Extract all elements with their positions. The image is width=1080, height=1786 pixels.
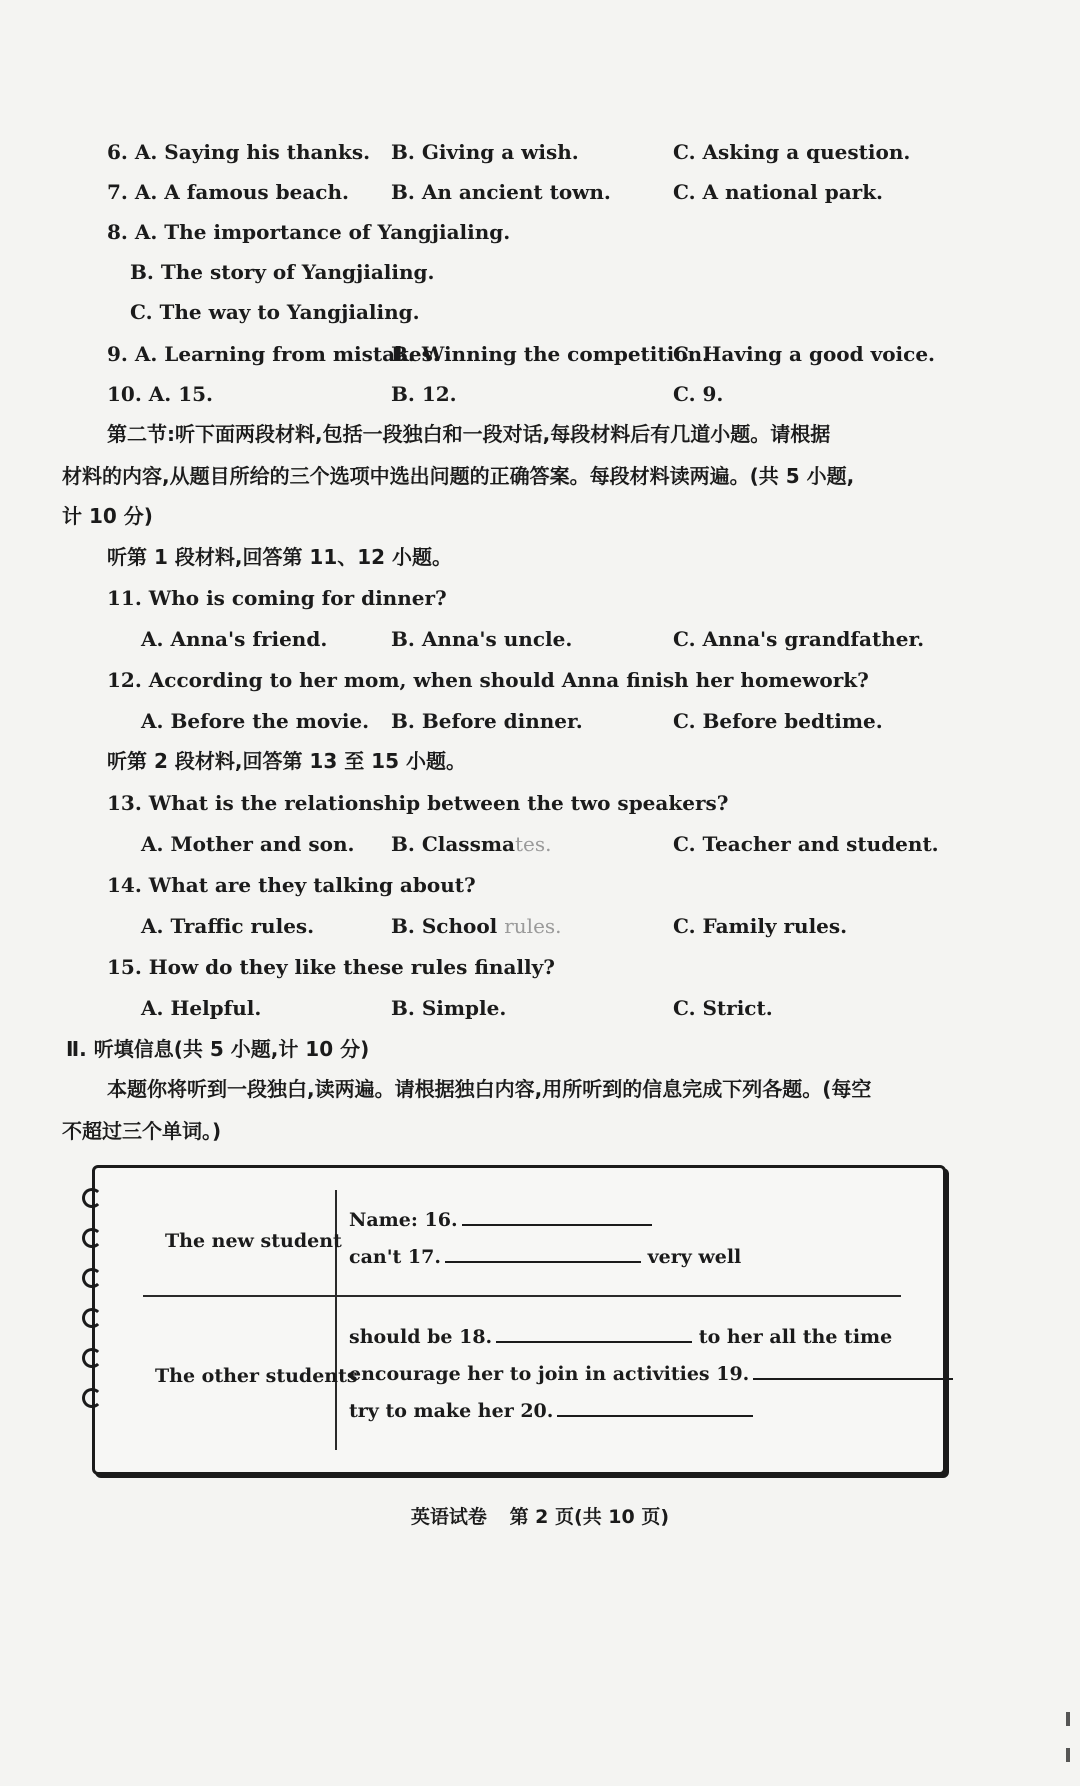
section-2-part-1-heading: 听第 1 段材料,回答第 11、12 小题。 bbox=[107, 545, 453, 569]
footer-page-number: 第 2 页(共 10 页) bbox=[509, 1506, 670, 1528]
blank-20[interactable] bbox=[557, 1397, 753, 1417]
question-12-option-a: A. Before the movie. bbox=[141, 709, 370, 733]
question-11-option-a: A. Anna's friend. bbox=[141, 627, 328, 651]
question-14-stem: 14. What are they talking about? bbox=[107, 873, 476, 897]
question-7-option-b: B. An ancient town. bbox=[391, 180, 611, 204]
question-14-option-b: B. School rules. bbox=[391, 914, 562, 938]
blank-16-line: Name: 16. bbox=[349, 1206, 652, 1231]
part-2-intro-line-2: 不超过三个单词。) bbox=[62, 1119, 222, 1143]
question-15-option-c: C. Strict. bbox=[673, 996, 773, 1020]
question-10-option-b: B. 12. bbox=[391, 382, 457, 406]
question-11-option-c: C. Anna's grandfather. bbox=[673, 627, 925, 651]
scan-edge-mark bbox=[1066, 1748, 1070, 1762]
table-divider-horizontal bbox=[143, 1295, 901, 1297]
question-8-option-b: B. The story of Yangjialing. bbox=[130, 260, 435, 284]
row-other-students-heading: The other students bbox=[155, 1365, 358, 1387]
question-6-option-b: B. Giving a wish. bbox=[391, 140, 579, 164]
part-2-intro-line-1: 本题你将听到一段独白,读两遍。请根据独白内容,用所听到的信息完成下列各题。(每空 bbox=[107, 1077, 872, 1101]
question-13-option-a: A. Mother and son. bbox=[141, 832, 355, 856]
blank-18-line: should be 18. to her all the time bbox=[349, 1323, 892, 1348]
info-notebook-table bbox=[92, 1165, 946, 1475]
blank-19[interactable] bbox=[753, 1360, 953, 1380]
question-9-option-b: B. Winning the competition. bbox=[391, 342, 710, 366]
blank-18[interactable] bbox=[496, 1323, 692, 1343]
question-13-option-c: C. Teacher and student. bbox=[673, 832, 939, 856]
question-10-option-c: C. 9. bbox=[673, 382, 724, 406]
question-7-option-a: 7. A. A famous beach. bbox=[107, 180, 349, 204]
question-12-stem: 12. According to her mom, when should Anna finish her homework? bbox=[107, 668, 869, 692]
blank-17[interactable] bbox=[445, 1243, 641, 1263]
row-new-student-heading: The new student bbox=[165, 1230, 342, 1252]
question-11-option-b: B. Anna's uncle. bbox=[391, 627, 573, 651]
question-9-option-a: 9. A. Learning from mistakes. bbox=[107, 342, 440, 366]
question-11-stem: 11. Who is coming for dinner? bbox=[107, 586, 447, 610]
scan-edge-mark bbox=[1066, 1712, 1070, 1726]
question-12-option-b: B. Before dinner. bbox=[391, 709, 583, 733]
blank-20-line: try to make her 20. bbox=[349, 1397, 753, 1422]
question-15-stem: 15. How do they like these rules finally? bbox=[107, 955, 555, 979]
binder-ring-icon bbox=[82, 1188, 104, 1206]
question-14-option-a: A. Traffic rules. bbox=[141, 914, 315, 938]
question-10-option-a: 10. A. 15. bbox=[107, 382, 214, 406]
part-2-title: Ⅱ. 听填信息(共 5 小题,计 10 分) bbox=[66, 1037, 370, 1061]
section-2-intro-line-2: 材料的内容,从题目所给的三个选项中选出问题的正确答案。每段材料读两遍。(共 5 小题, bbox=[62, 464, 855, 488]
binder-ring-icon bbox=[82, 1348, 104, 1366]
question-15-option-b: B. Simple. bbox=[391, 996, 507, 1020]
question-9-option-c: C. Having a good voice. bbox=[673, 342, 936, 366]
footer-subject: 英语试卷 bbox=[410, 1506, 487, 1528]
question-12-option-c: C. Before bedtime. bbox=[673, 709, 883, 733]
blank-19-line: encourage her to join in activities 19. bbox=[349, 1360, 953, 1385]
binder-ring-icon bbox=[82, 1268, 104, 1286]
question-8-option-c: C. The way to Yangjialing. bbox=[130, 300, 420, 324]
section-2-part-2-heading: 听第 2 段材料,回答第 13 至 15 小题。 bbox=[107, 749, 466, 773]
question-14-option-c: C. Family rules. bbox=[673, 914, 848, 938]
binder-ring-icon bbox=[82, 1388, 104, 1406]
question-6-option-a: 6. A. Saying his thanks. bbox=[107, 140, 371, 164]
question-8-option-a: 8. A. The importance of Yangjialing. bbox=[107, 220, 511, 244]
table-divider-vertical bbox=[335, 1190, 337, 1450]
blank-16[interactable] bbox=[462, 1206, 652, 1226]
question-7-option-c: C. A national park. bbox=[673, 180, 884, 204]
question-13-option-b: B. Classmates. bbox=[391, 832, 552, 856]
question-15-option-a: A. Helpful. bbox=[141, 996, 262, 1020]
blank-17-line: can't 17. very well bbox=[349, 1243, 741, 1268]
question-6-option-c: C. Asking a question. bbox=[673, 140, 911, 164]
question-13-stem: 13. What is the relationship between the two speakers? bbox=[107, 791, 729, 815]
binder-ring-icon bbox=[82, 1308, 104, 1326]
section-2-intro-line-1: 第二节:听下面两段材料,包括一段独白和一段对话,每段材料后有几道小题。请根据 bbox=[107, 422, 831, 446]
section-2-intro-line-3: 计 10 分) bbox=[62, 504, 153, 528]
binder-ring-icon bbox=[82, 1228, 104, 1246]
page-footer bbox=[0, 1502, 1080, 1529]
